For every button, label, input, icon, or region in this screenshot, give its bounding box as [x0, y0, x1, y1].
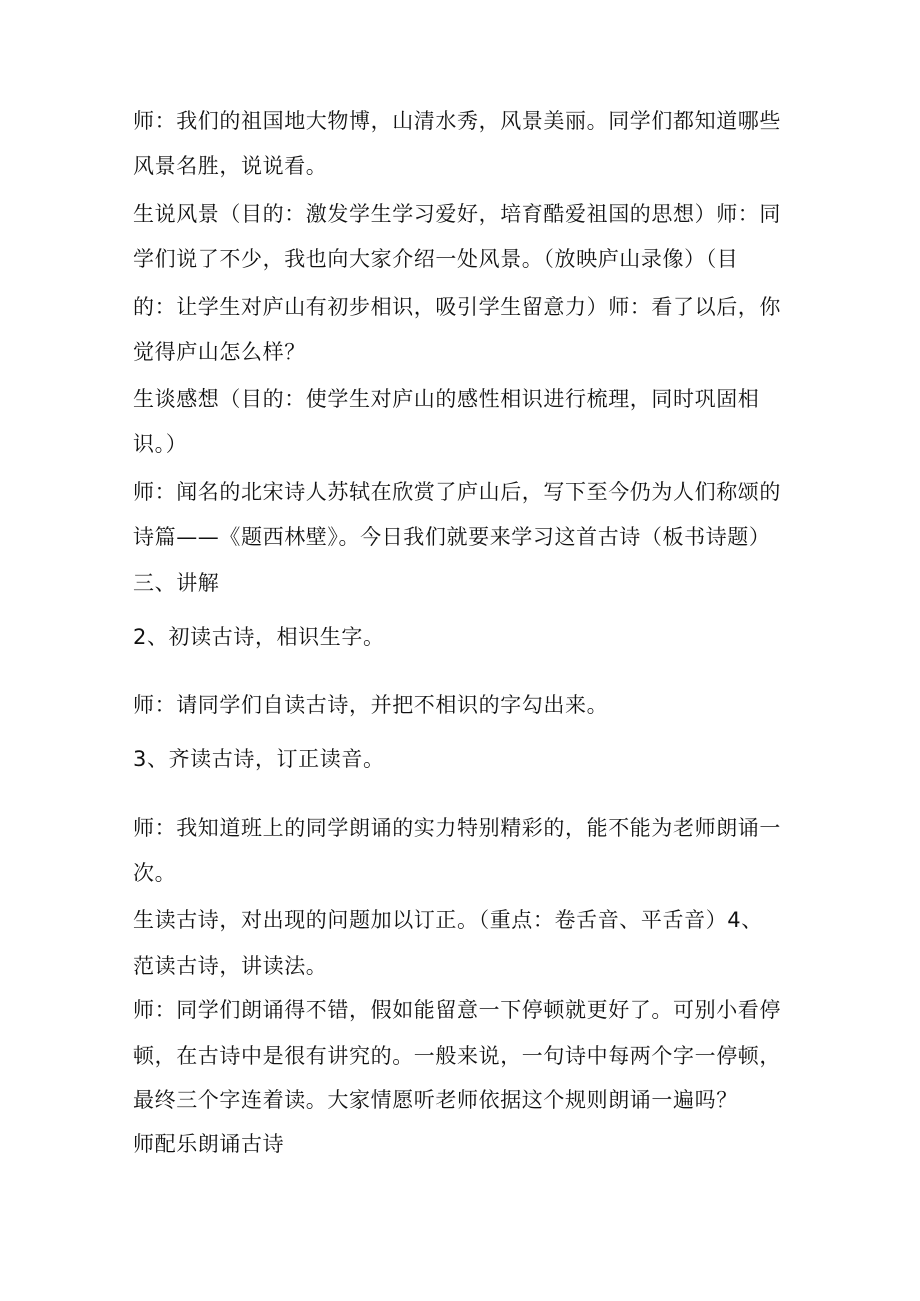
text-line: 最终三个字连着读。大家情愿听老师依据这个规则朗诵一遍吗？ [133, 1088, 738, 1112]
text-line: 风景名胜，说说看。 [133, 154, 328, 178]
text-line: 的：让学生对庐山有初步相识，吸引学生留意力）师：看了以后，你 [133, 295, 781, 319]
text-line: 识。） [133, 432, 188, 456]
text-line: 师：我知道班上的同学朗诵的实力特别精彩的，能不能为老师朗诵一 [133, 816, 781, 840]
text-line: 生谈感想（目的：使学生对庐山的感性相识进行梳理，同时巩固相 [133, 387, 760, 411]
section-heading: 三、讲解 [133, 571, 220, 595]
text-line: 范读古诗，讲读法。 [133, 954, 328, 978]
text-line: 师：请同学们自读古诗，并把不相识的字勾出来。 [133, 693, 609, 717]
text-line: 次。 [133, 861, 177, 885]
text-line: 生说风景（目的：激发学生学习爱好，培育酷爱祖国的思想）师：同 [133, 202, 781, 226]
text-line: 师配乐朗诵古诗 [133, 1132, 285, 1156]
subsection-heading: 3、齐读古诗，订正读音。 [133, 747, 385, 771]
text-line: 师：同学们朗诵得不错，假如能留意一下停顿就更好了。可别小看停 [133, 998, 781, 1022]
subsection-heading: 2、初读古诗，相识生字。 [133, 625, 385, 649]
text-line: 生读古诗，对出现的问题加以订正。（重点：卷舌音、平舌音）4、 [133, 908, 763, 932]
text-line: 诗篇——《题西林壁》。今日我们就要来学习这首古诗（板书诗题） [133, 525, 771, 549]
text-line: 师：我们的祖国地大物博，山清水秀，风景美丽。同学们都知道哪些 [133, 109, 781, 133]
text-line: 学们说了不少，我也向大家介绍一处风景。（放映庐山录像）（目 [133, 247, 739, 271]
text-line: 觉得庐山怎么样？ [133, 340, 306, 364]
text-line: 顿，在古诗中是很有讲究的。一般来说，一句诗中每两个字一停顿， [133, 1044, 781, 1068]
text-line: 师：闻名的北宋诗人苏轼在欣赏了庐山后，写下至今仍为人们称颂的 [133, 480, 781, 504]
